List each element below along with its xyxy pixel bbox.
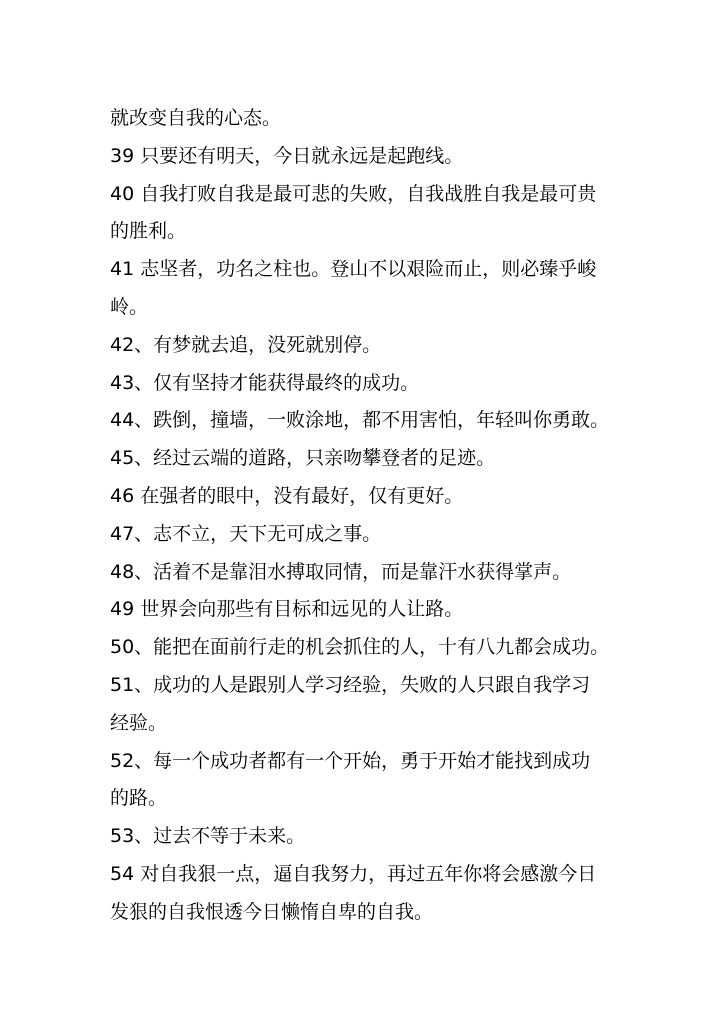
text-line: 经验。 <box>110 711 168 734</box>
text-line: 的胜利。 <box>110 220 187 243</box>
text-line: 43、仅有坚持才能获得最终的成功。 <box>110 371 420 394</box>
text-line: 48、活着不是靠泪水搏取同情，而是靠汗水获得掌声。 <box>110 560 572 583</box>
text-line: 41 志坚者，功名之柱也。登山不以艰险而止，则必臻乎峻 <box>110 258 597 281</box>
text-line: 45、经过云端的道路，只亲吻攀登者的足迹。 <box>110 447 496 470</box>
text-line: 51、成功的人是跟别人学习经验，失败的人只跟自我学习 <box>110 673 591 696</box>
text-line: 的路。 <box>110 787 168 810</box>
text-line: 发狠的自我恨透今日懒惰自卑的自我。 <box>110 900 434 923</box>
text-line: 46 在强者的眼中，没有最好，仅有更好。 <box>110 484 464 507</box>
document-page <box>110 100 620 932</box>
text-line: 54 对自我狠一点，逼自我努力，再过五年你将会感激今日 <box>110 862 597 885</box>
text-line: 50、能把在面前行走的机会抓住的人，十有八九都会成功。 <box>110 636 610 659</box>
text-line: 就改变自我的心态。 <box>110 107 282 129</box>
text-line: 42、有梦就去追，没死就别停。 <box>110 333 382 356</box>
text-line: 49 世界会向那些有目标和远见的人让路。 <box>110 598 464 621</box>
text-line: 53、过去不等于未来。 <box>110 825 306 848</box>
text-line: 40 自我打败自我是最可悲的失败，自我战胜自我是最可贵 <box>110 182 597 205</box>
text-line: 47、志不立，天下无可成之事。 <box>110 522 382 545</box>
text-line: 52、每一个成功者都有一个开始，勇于开始才能找到成功 <box>110 749 591 772</box>
text-line: 44、跌倒，撞墙，一败涂地，都不用害怕，年轻叫你勇敢。 <box>110 409 610 432</box>
text-line: 岭。 <box>110 295 149 318</box>
text-line: 39 只要还有明天，今日就永远是起跑线。 <box>110 144 464 167</box>
